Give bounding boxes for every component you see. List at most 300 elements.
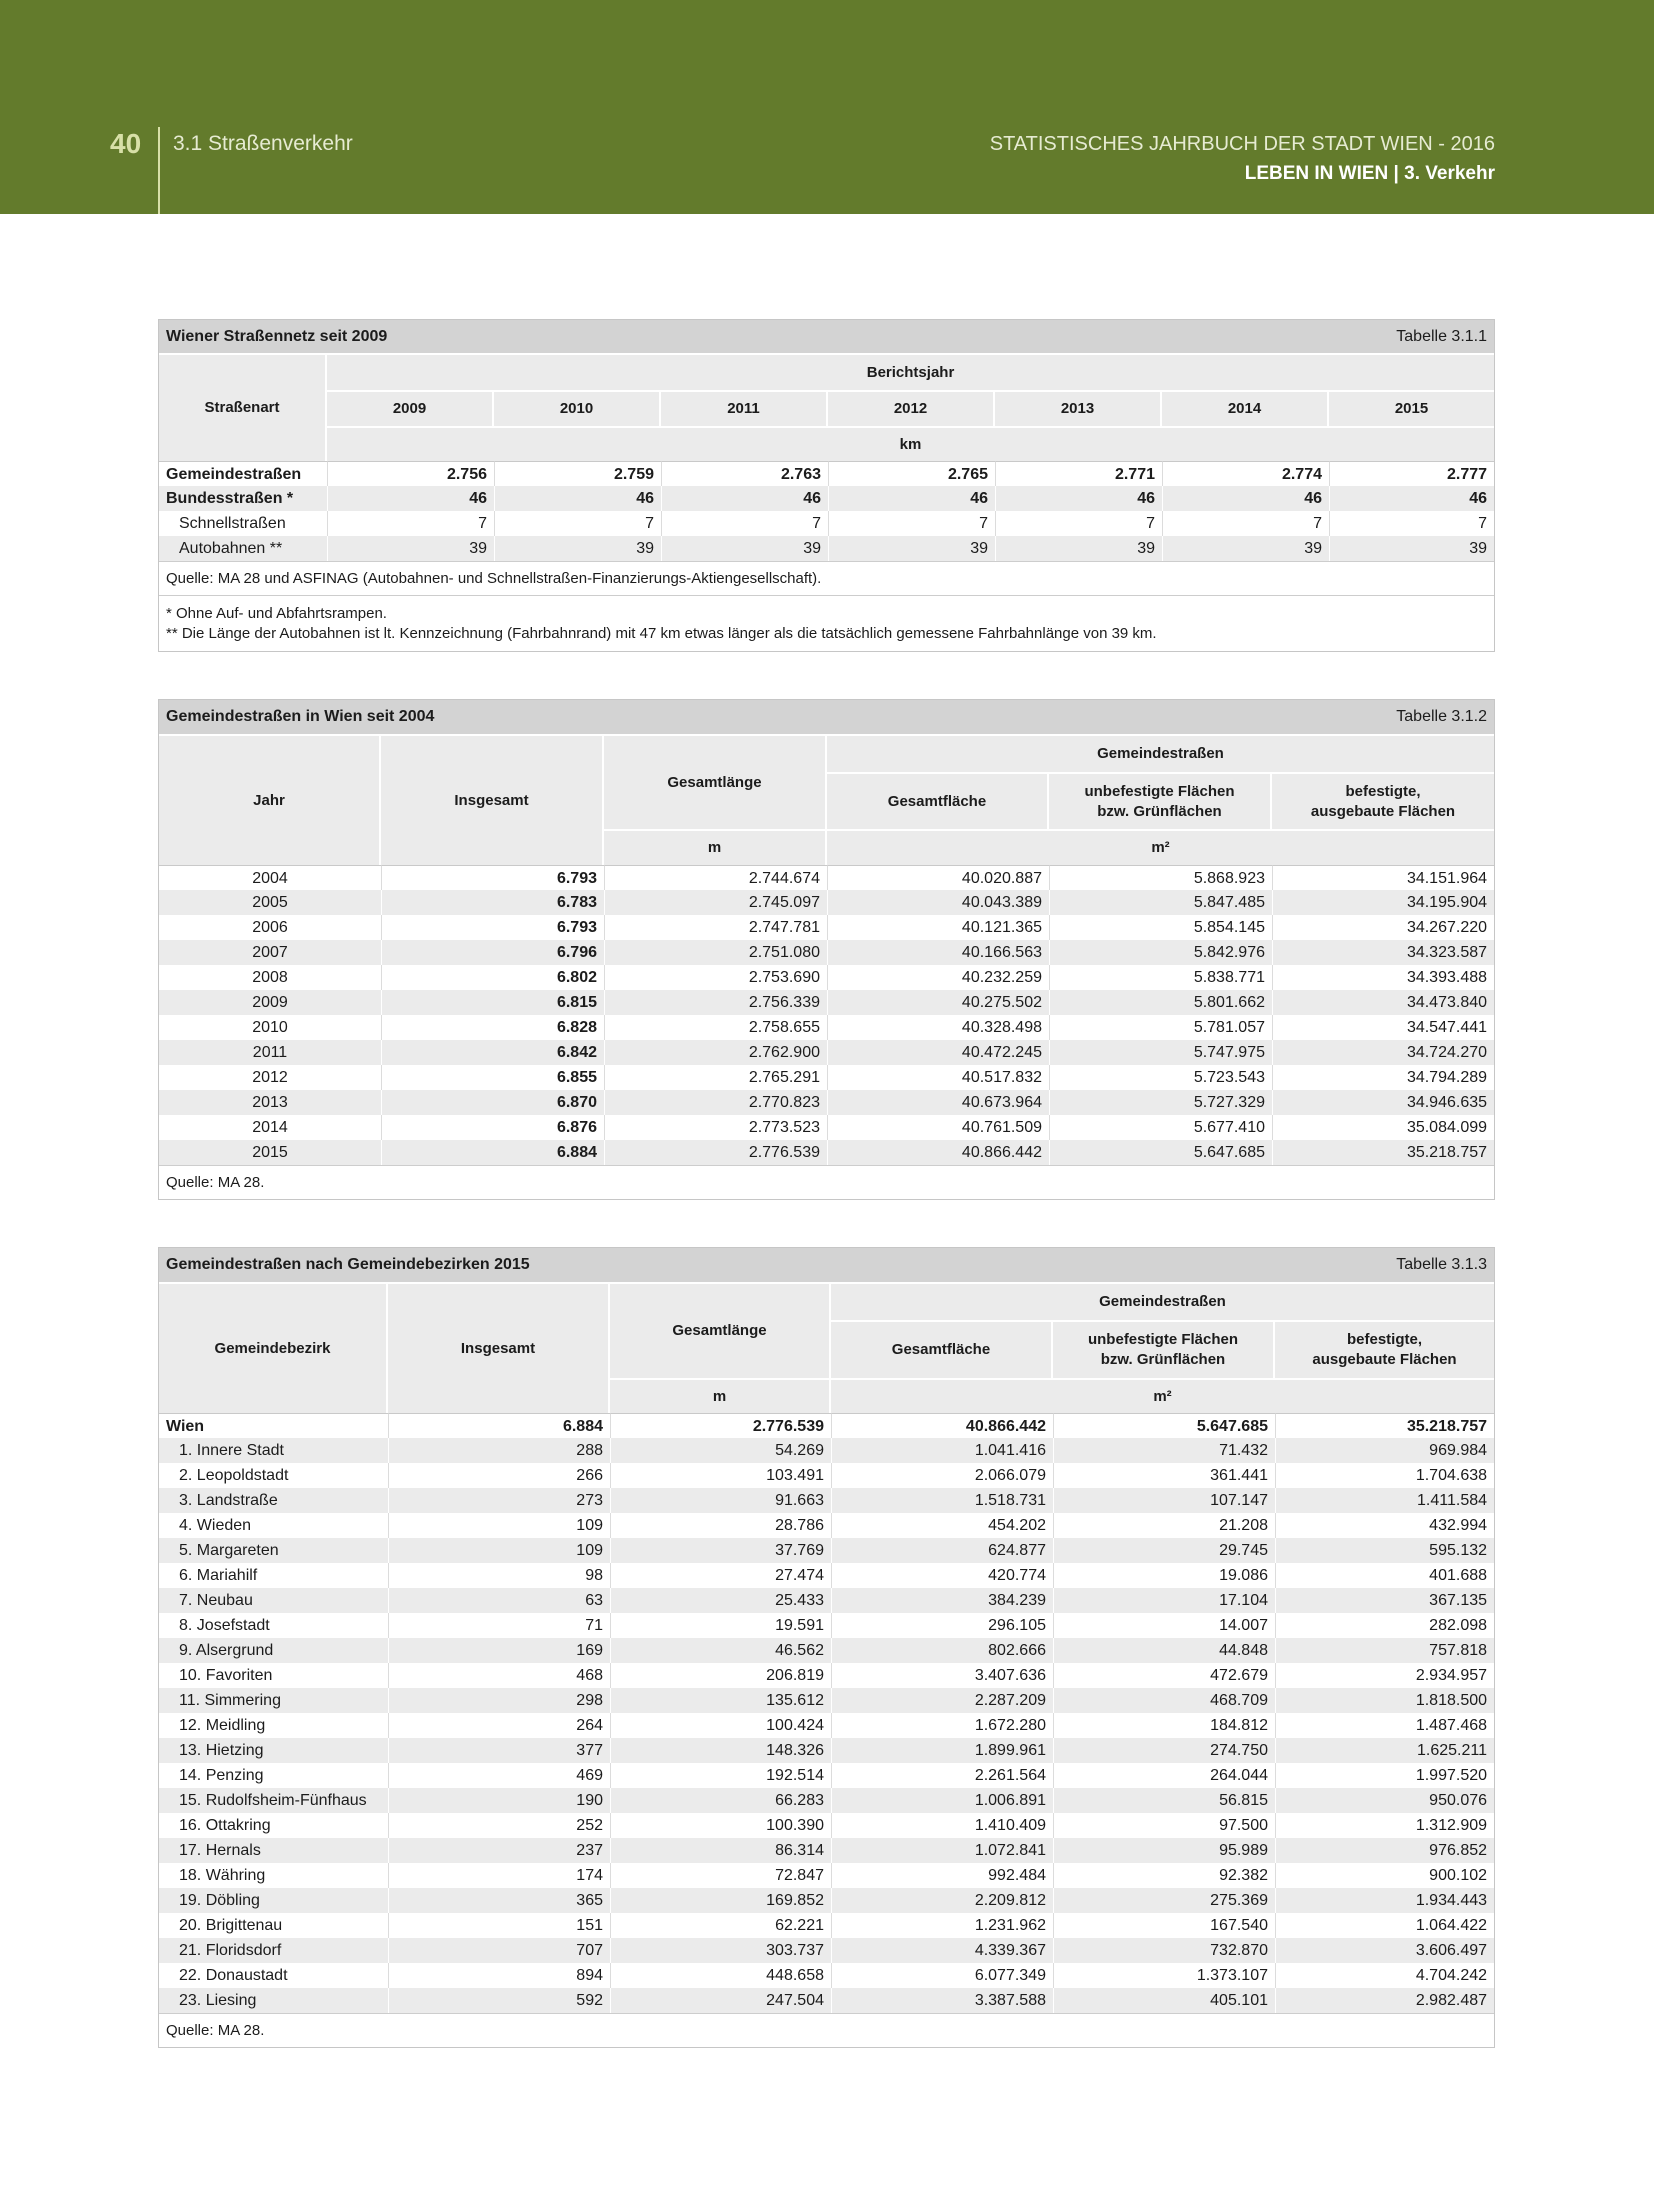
length-cell: 91.663 — [610, 1488, 831, 1513]
unpaved-area-cell: 5.747.975 — [1049, 1040, 1272, 1065]
unpaved-area-cell: 29.745 — [1053, 1538, 1275, 1563]
area-cell: 992.484 — [831, 1863, 1053, 1888]
area-cell: 4.339.367 — [831, 1938, 1053, 1963]
paved-area-cell: 282.098 — [1275, 1613, 1494, 1638]
table-row — [159, 915, 1494, 940]
col-header-unpaved — [1053, 1320, 1275, 1378]
km-value-cell: 39 — [327, 536, 494, 561]
paved-area-cell: 1.934.443 — [1275, 1888, 1494, 1913]
district-cell: 3. Landstraße — [159, 1488, 388, 1513]
km-value-cell: 7 — [327, 511, 494, 536]
length-cell: 2.745.097 — [604, 890, 827, 915]
length-cell: 148.326 — [610, 1738, 831, 1763]
area-cell: 3.387.588 — [831, 1988, 1053, 2013]
length-cell: 2.756.339 — [604, 990, 827, 1015]
paved-area-cell: 367.135 — [1275, 1588, 1494, 1613]
table-row — [159, 1763, 1494, 1788]
total-cell: 237 — [388, 1838, 610, 1863]
unpaved-area-cell: 56.815 — [1053, 1788, 1275, 1813]
length-cell: 2.762.900 — [604, 1040, 827, 1065]
table-number: Tabelle 3.1.3 — [1396, 1256, 1487, 1273]
table-title: Gemeindestraßen nach Gemeindebezirken 2015 — [166, 1256, 530, 1273]
district-cell: 16. Ottakring — [179, 1817, 271, 1834]
length-cell: 66.283 — [610, 1788, 831, 1813]
table-header — [159, 1282, 1494, 1413]
total-cell: 6.783 — [381, 890, 604, 915]
footnotes — [159, 595, 1494, 651]
col-group-header: Berichtsjahr — [327, 353, 1494, 390]
header-line: unbefestigte Flächen — [1087, 1331, 1239, 1348]
length-cell: 2.747.781 — [604, 915, 827, 940]
col-group-header: Gemeindestraßen — [827, 734, 1494, 772]
length-cell: 100.424 — [610, 1713, 831, 1738]
area-cell: 1.072.841 — [831, 1838, 1053, 1863]
paved-area-cell: 1.997.520 — [1275, 1763, 1494, 1788]
year-cell: 2006 — [252, 919, 288, 936]
table-row — [159, 511, 1494, 536]
table-row — [159, 1713, 1494, 1738]
table-row — [159, 1115, 1494, 1140]
unpaved-area-cell: 361.441 — [1053, 1463, 1275, 1488]
length-cell: 2.776.539 — [604, 1140, 827, 1165]
table-row — [159, 1090, 1494, 1115]
chapter-title: LEBEN IN WIEN | 3. Verkehr — [1244, 163, 1495, 184]
length-cell: 100.390 — [610, 1813, 831, 1838]
area-cell: 40.121.365 — [827, 915, 1049, 940]
year-cell: 2005 — [159, 890, 381, 915]
table-number: Tabelle 3.1.2 — [1396, 708, 1487, 725]
length-cell: 2.776.539 — [610, 1413, 831, 1438]
year-cell: 2007 — [159, 940, 381, 965]
header-line: ausgebaute Flächen — [1310, 802, 1456, 820]
unpaved-area-cell: 732.870 — [1053, 1938, 1275, 1963]
paved-area-cell: 1.704.638 — [1275, 1463, 1494, 1488]
district-cell: 14. Penzing — [179, 1767, 264, 1784]
area-cell: 40.043.389 — [827, 890, 1049, 915]
table-footer — [159, 561, 1494, 651]
paved-area-cell: 1.818.500 — [1275, 1688, 1494, 1713]
area-cell: 1.410.409 — [831, 1813, 1053, 1838]
source-row — [159, 1165, 1494, 1199]
paved-area-cell: 34.473.840 — [1272, 990, 1494, 1015]
km-value-cell: 46 — [494, 486, 661, 511]
total-cell: 6.828 — [381, 1015, 604, 1040]
year-cell: 2012 — [252, 1069, 288, 1086]
km-value-cell: 2.774 — [1162, 461, 1329, 486]
km-value-cell: 46 — [1329, 486, 1494, 511]
unpaved-area-cell: 5.854.145 — [1049, 915, 1272, 940]
table-row — [159, 1788, 1494, 1813]
table-row — [159, 1688, 1494, 1713]
table-row — [159, 1015, 1494, 1040]
total-cell: 6.802 — [381, 965, 604, 990]
district-cell: 13. Hietzing — [159, 1738, 388, 1763]
table-road-network — [158, 319, 1495, 652]
km-value-cell: 7 — [995, 511, 1162, 536]
table-body — [159, 461, 1494, 561]
table-row — [159, 1888, 1494, 1913]
total-cell: 592 — [388, 1988, 610, 2013]
year-cell: 2015 — [159, 1140, 381, 1165]
table-footer — [159, 2013, 1494, 2047]
km-value-cell: 39 — [494, 536, 661, 561]
length-cell: 27.474 — [610, 1563, 831, 1588]
table-title: Gemeindestraßen in Wien seit 2004 — [166, 708, 435, 725]
unpaved-area-cell: 167.540 — [1053, 1913, 1275, 1938]
header-line: befestigte, — [1347, 1331, 1423, 1348]
district-cell: 5. Margareten — [159, 1538, 388, 1563]
table-row — [159, 1438, 1494, 1463]
paved-area-cell: 34.323.587 — [1272, 940, 1494, 965]
header-line: bzw. Grünflächen — [1100, 1351, 1226, 1368]
area-cell: 40.472.245 — [827, 1040, 1049, 1065]
area-cell: 2.066.079 — [831, 1463, 1053, 1488]
area-cell: 40.020.887 — [827, 865, 1049, 890]
total-cell: 6.884 — [388, 1413, 610, 1438]
unpaved-area-cell: 264.044 — [1053, 1763, 1275, 1788]
unpaved-area-cell: 5.801.662 — [1049, 990, 1272, 1015]
unpaved-area-cell: 5.842.976 — [1049, 940, 1272, 965]
total-cell: 273 — [388, 1488, 610, 1513]
paved-area-cell: 34.151.964 — [1272, 865, 1494, 890]
paved-area-cell: 34.267.220 — [1272, 915, 1494, 940]
col-header-district: Gemeindebezirk — [159, 1282, 388, 1413]
table-row — [159, 1588, 1494, 1613]
total-cell: 469 — [388, 1763, 610, 1788]
paved-area-cell: 34.547.441 — [1272, 1015, 1494, 1040]
total-cell: 190 — [388, 1788, 610, 1813]
area-cell: 2.287.209 — [831, 1688, 1053, 1713]
length-cell: 448.658 — [610, 1963, 831, 1988]
total-cell: 707 — [388, 1938, 610, 1963]
km-value-cell: 2.765 — [828, 461, 995, 486]
table-row — [159, 1613, 1494, 1638]
table-row — [159, 1838, 1494, 1863]
area-cell: 1.006.891 — [831, 1788, 1053, 1813]
district-cell: 9. Alsergrund — [159, 1638, 388, 1663]
table-row — [159, 865, 1494, 890]
km-value-cell: 39 — [995, 536, 1162, 561]
header-row — [159, 353, 1494, 390]
unit-header-area: m² — [831, 1378, 1494, 1413]
km-value-cell: 39 — [1162, 536, 1329, 561]
header-row — [159, 734, 1494, 772]
year-cell: 2014 — [252, 1119, 288, 1136]
length-cell: 2.758.655 — [604, 1015, 827, 1040]
table-body — [159, 1413, 1494, 2013]
header-row — [159, 426, 1494, 461]
area-cell: 40.275.502 — [827, 990, 1049, 1015]
header-divider — [158, 127, 160, 214]
length-cell: 2.753.690 — [604, 965, 827, 990]
area-cell: 2.209.812 — [831, 1888, 1053, 1913]
col-header-year: 2011 — [661, 390, 828, 426]
district-cell: 18. Währing — [179, 1867, 266, 1884]
road-type-cell: Schnellstraßen — [179, 515, 286, 532]
unpaved-area-cell: 95.989 — [1053, 1838, 1275, 1863]
area-cell: 1.899.961 — [831, 1738, 1053, 1763]
paved-area-cell: 35.218.757 — [1275, 1413, 1494, 1438]
total-cell: 377 — [388, 1738, 610, 1763]
length-cell: 37.769 — [610, 1538, 831, 1563]
data-table — [159, 1282, 1494, 2047]
area-cell: 40.761.509 — [827, 1115, 1049, 1140]
length-cell: 46.562 — [610, 1638, 831, 1663]
area-cell: 1.518.731 — [831, 1488, 1053, 1513]
table-row — [159, 1563, 1494, 1588]
table-row — [159, 1538, 1494, 1563]
table-row — [159, 1938, 1494, 1963]
year-cell: 2013 — [159, 1090, 381, 1115]
paved-area-cell: 976.852 — [1275, 1838, 1494, 1863]
paved-area-cell: 1.625.211 — [1275, 1738, 1494, 1763]
area-cell: 1.231.962 — [831, 1913, 1053, 1938]
paved-area-cell: 35.218.757 — [1272, 1140, 1494, 1165]
unit-header-length: m — [604, 829, 827, 865]
unpaved-area-cell: 71.432 — [1053, 1438, 1275, 1463]
unpaved-area-cell: 5.647.685 — [1049, 1140, 1272, 1165]
table-row — [159, 1813, 1494, 1838]
paved-area-cell: 1.312.909 — [1275, 1813, 1494, 1838]
area-cell: 40.866.442 — [827, 1140, 1049, 1165]
paved-area-cell: 900.102 — [1275, 1863, 1494, 1888]
total-cell: 298 — [388, 1688, 610, 1713]
unit-header: km — [327, 426, 1494, 461]
col-group-header: Gemeindestraßen — [831, 1282, 1494, 1320]
year-cell: 2004 — [159, 865, 381, 890]
area-cell: 454.202 — [831, 1513, 1053, 1538]
area-cell: 40.517.832 — [827, 1065, 1049, 1090]
area-cell: 40.328.498 — [827, 1015, 1049, 1040]
area-cell: 40.166.563 — [827, 940, 1049, 965]
district-cell: 23. Liesing — [159, 1988, 388, 2013]
table-row — [159, 461, 1494, 486]
km-value-cell: 46 — [828, 486, 995, 511]
length-cell: 135.612 — [610, 1688, 831, 1713]
source-note: Quelle: MA 28 und ASFINAG (Autobahnen- und Schnellstraßen-Finanzierungs-Aktiengesellschaft). — [159, 561, 1494, 595]
table-header — [159, 734, 1494, 865]
paved-area-cell: 1.064.422 — [1275, 1913, 1494, 1938]
unpaved-area-cell: 274.750 — [1053, 1738, 1275, 1763]
col-header-length: Gesamtlänge — [604, 734, 827, 829]
source-row — [159, 2013, 1494, 2047]
paved-area-cell: 1.487.468 — [1275, 1713, 1494, 1738]
table-row — [159, 1963, 1494, 1988]
km-value-cell: 7 — [494, 511, 661, 536]
length-cell: 2.765.291 — [604, 1065, 827, 1090]
length-cell: 2.773.523 — [604, 1115, 827, 1140]
total-cell: 109 — [388, 1513, 610, 1538]
paved-area-cell: 35.084.099 — [1272, 1115, 1494, 1140]
table-municipal-roads-districts — [158, 1247, 1495, 2048]
col-header-total: Insgesamt — [381, 734, 604, 865]
unpaved-area-cell: 107.147 — [1053, 1488, 1275, 1513]
district-cell: 10. Favoriten — [179, 1667, 273, 1684]
area-cell: 802.666 — [831, 1638, 1053, 1663]
area-cell: 40.866.442 — [831, 1413, 1053, 1438]
length-cell: 192.514 — [610, 1763, 831, 1788]
unpaved-area-cell: 275.369 — [1053, 1888, 1275, 1913]
area-cell: 296.105 — [831, 1613, 1053, 1638]
paved-area-cell: 432.994 — [1275, 1513, 1494, 1538]
table-municipal-roads-years — [158, 699, 1495, 1200]
footnote: * Ohne Auf- und Abfahrtsrampen. — [166, 604, 387, 622]
table-row — [159, 536, 1494, 561]
paved-area-cell: 34.195.904 — [1272, 890, 1494, 915]
unpaved-area-cell: 5.868.923 — [1049, 865, 1272, 890]
length-cell: 25.433 — [610, 1588, 831, 1613]
unpaved-area-cell: 17.104 — [1053, 1588, 1275, 1613]
col-header-paved — [1275, 1320, 1494, 1378]
total-cell: 109 — [388, 1538, 610, 1563]
km-value-cell: 7 — [1329, 511, 1494, 536]
unpaved-area-cell: 14.007 — [1053, 1613, 1275, 1638]
km-value-cell: 2.759 — [494, 461, 661, 486]
unpaved-area-cell: 5.847.485 — [1049, 890, 1272, 915]
paved-area-cell: 34.393.488 — [1272, 965, 1494, 990]
km-value-cell: 46 — [1162, 486, 1329, 511]
source-note: Quelle: MA 28. — [159, 2013, 1494, 2047]
length-cell: 19.591 — [610, 1613, 831, 1638]
km-value-cell: 46 — [995, 486, 1162, 511]
col-header-year: Jahr — [159, 734, 381, 865]
length-cell: 2.751.080 — [604, 940, 827, 965]
unpaved-area-cell: 44.848 — [1053, 1638, 1275, 1663]
district-cell: 7. Neubau — [159, 1588, 388, 1613]
total-cell: 288 — [388, 1438, 610, 1463]
table-title: Wiener Straßennetz seit 2009 — [166, 327, 388, 345]
unpaved-area-cell: 5.723.543 — [1049, 1065, 1272, 1090]
unit-header-length: m — [610, 1378, 831, 1413]
district-cell: 17. Hernals — [159, 1838, 388, 1863]
unpaved-area-cell: 5.647.685 — [1053, 1413, 1275, 1438]
table-row — [159, 1663, 1494, 1688]
table-row — [159, 965, 1494, 990]
km-value-cell: 46 — [327, 486, 494, 511]
table-row — [159, 890, 1494, 915]
total-cell: 174 — [388, 1863, 610, 1888]
col-header-area: Gesamtfläche — [827, 772, 1049, 829]
km-value-cell: 7 — [1162, 511, 1329, 536]
total-cell: 169 — [388, 1638, 610, 1663]
district-cell: 11. Simmering — [159, 1688, 388, 1713]
col-header-road-type: Straßenart — [159, 353, 327, 461]
area-cell: 3.407.636 — [831, 1663, 1053, 1688]
area-cell: 1.672.280 — [831, 1713, 1053, 1738]
total-cell: 6.815 — [381, 990, 604, 1015]
km-value-cell: 7 — [661, 511, 828, 536]
header-line: bzw. Grünflächen — [1097, 802, 1222, 820]
table-row — [159, 1040, 1494, 1065]
area-cell: 384.239 — [831, 1588, 1053, 1613]
col-header-year: 2015 — [1329, 390, 1494, 426]
area-cell: 2.261.564 — [831, 1763, 1053, 1788]
table-row — [159, 1488, 1494, 1513]
source-row — [159, 561, 1494, 595]
header-row — [159, 390, 1494, 426]
paved-area-cell: 34.946.635 — [1272, 1090, 1494, 1115]
district-cell: 20. Brigittenau — [179, 1917, 283, 1934]
unpaved-area-cell: 5.781.057 — [1049, 1015, 1272, 1040]
year-cell: 2009 — [159, 990, 381, 1015]
total-cell: 264 — [388, 1713, 610, 1738]
km-value-cell: 2.777 — [1329, 461, 1494, 486]
area-cell: 420.774 — [831, 1563, 1053, 1588]
table-row — [159, 1140, 1494, 1165]
table-row — [159, 1463, 1494, 1488]
table-row — [159, 1065, 1494, 1090]
paved-area-cell: 950.076 — [1275, 1788, 1494, 1813]
total-cell: 63 — [388, 1588, 610, 1613]
paved-area-cell: 757.818 — [1275, 1638, 1494, 1663]
total-cell: 71 — [388, 1613, 610, 1638]
footnote: ** Die Länge der Autobahnen ist lt. Kennzeichnung (Fahrbahnrand) mit 47 km etwas länger als die tatsächlich gemessene Fahrbahnlänge von 39 km. — [166, 624, 1157, 642]
total-cell: 266 — [388, 1463, 610, 1488]
table-row — [159, 1513, 1494, 1538]
table-row — [159, 1738, 1494, 1763]
road-type-cell: Bundesstraßen * — [159, 486, 327, 511]
data-table — [159, 353, 1494, 651]
table-row — [159, 1638, 1494, 1663]
km-value-cell: 46 — [661, 486, 828, 511]
km-value-cell: 7 — [828, 511, 995, 536]
unpaved-area-cell: 1.373.107 — [1053, 1963, 1275, 1988]
header-line: befestigte, — [1345, 782, 1421, 800]
source-note: Quelle: MA 28. — [159, 1165, 1494, 1199]
district-cell: 21. Floridsdorf — [159, 1938, 388, 1963]
district-cell: 2. Leopoldstadt — [179, 1467, 289, 1484]
col-header-year: 2012 — [828, 390, 995, 426]
length-cell: 28.786 — [610, 1513, 831, 1538]
year-cell: 2010 — [252, 1019, 288, 1036]
length-cell: 206.819 — [610, 1663, 831, 1688]
header-line: ausgebaute Flächen — [1312, 1351, 1457, 1368]
total-cell: 252 — [388, 1813, 610, 1838]
length-cell: 62.221 — [610, 1913, 831, 1938]
district-cell: 4. Wieden — [179, 1517, 252, 1534]
paved-area-cell: 4.704.242 — [1275, 1963, 1494, 1988]
length-cell: 2.744.674 — [604, 865, 827, 890]
col-header-year: 2013 — [995, 390, 1162, 426]
unpaved-area-cell: 21.208 — [1053, 1513, 1275, 1538]
col-header-unpaved — [1049, 772, 1272, 829]
district-cell: 19. Döbling — [159, 1888, 388, 1913]
footnote-row — [159, 595, 1494, 651]
table-row — [159, 1413, 1494, 1438]
col-header-year: 2010 — [494, 390, 661, 426]
paved-area-cell: 595.132 — [1275, 1538, 1494, 1563]
district-cell: 15. Rudolfsheim-Fünfhaus — [159, 1788, 388, 1813]
length-cell: 303.737 — [610, 1938, 831, 1963]
unpaved-area-cell: 5.838.771 — [1049, 965, 1272, 990]
length-cell: 103.491 — [610, 1463, 831, 1488]
unpaved-area-cell: 405.101 — [1053, 1988, 1275, 2013]
district-cell: 6. Mariahilf — [179, 1567, 258, 1584]
table-title-bar — [159, 320, 1494, 353]
total-cell: 151 — [388, 1913, 610, 1938]
km-value-cell: 2.771 — [995, 461, 1162, 486]
district-cell: 8. Josefstadt — [179, 1617, 270, 1634]
table-number: Tabelle 3.1.1 — [1396, 327, 1487, 345]
unpaved-area-cell: 92.382 — [1053, 1863, 1275, 1888]
km-value-cell: 39 — [828, 536, 995, 561]
table-row — [159, 486, 1494, 511]
total-cell: 468 — [388, 1663, 610, 1688]
col-header-length: Gesamtlänge — [610, 1282, 831, 1378]
col-header-paved — [1272, 772, 1494, 829]
total-cell: 365 — [388, 1888, 610, 1913]
km-value-cell: 2.756 — [327, 461, 494, 486]
